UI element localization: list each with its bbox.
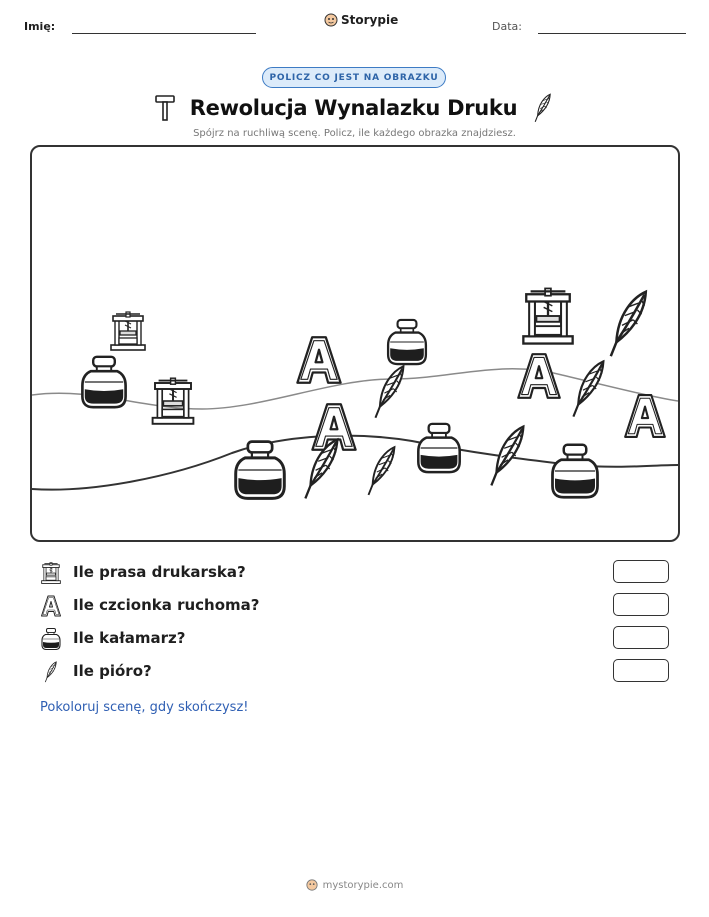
scene-item-quill <box>611 292 646 356</box>
question-row <box>40 626 670 652</box>
name-label: Imię: <box>24 20 56 33</box>
date-label: Data: <box>492 20 522 33</box>
scene-item-movable-type <box>297 337 340 382</box>
site-url[interactable]: mystorypie.com <box>322 879 404 891</box>
movable-type-icon <box>40 595 62 617</box>
scene-item-inkwell <box>82 357 125 407</box>
scene-item-quill <box>375 366 403 418</box>
scene-item-quill <box>368 447 394 495</box>
question-text: Ile pióro? <box>73 662 152 680</box>
scene-item-movable-type <box>625 395 665 437</box>
inkwell-icon <box>40 628 62 650</box>
question-row <box>40 593 670 619</box>
activity-badge: POLICZ CO JEST NA OBRAZKU <box>262 67 446 88</box>
title-row <box>0 90 709 126</box>
counting-scene <box>30 145 680 542</box>
date-line[interactable] <box>538 33 686 34</box>
question-row <box>40 560 670 586</box>
brand-name: Storypie <box>341 13 399 27</box>
footer <box>0 879 709 891</box>
scene-item-movable-type <box>518 354 559 398</box>
scene-item-quill <box>573 361 603 416</box>
question-text: Ile kałamarz? <box>73 629 186 647</box>
scene-item-printing-press <box>111 312 145 350</box>
printing-press-icon <box>40 562 62 584</box>
question-row <box>40 659 670 685</box>
answer-box[interactable] <box>613 593 669 616</box>
scene-item-printing-press <box>523 288 572 343</box>
instructions: Spójrz na ruchliwą scenę. Policz, ile każdego obrazka znajdziesz. <box>193 128 516 139</box>
hammer-icon <box>154 94 176 122</box>
question-text: Ile czcionka ruchoma? <box>73 596 260 614</box>
quill-icon <box>40 661 62 683</box>
brand-logo <box>324 13 398 27</box>
scene-item-inkwell <box>553 445 598 498</box>
name-line[interactable] <box>72 33 256 34</box>
question-text: Ile prasa drukarska? <box>73 563 246 581</box>
scene-item-inkwell <box>418 424 459 472</box>
storypie-mascot-icon <box>306 879 318 891</box>
page-title: Rewolucja Wynalazku Druku <box>189 96 518 120</box>
answer-box[interactable] <box>613 626 669 649</box>
coloring-note: Pokoloruj scenę, gdy skończysz! <box>40 700 249 715</box>
answer-box[interactable] <box>613 659 669 682</box>
answer-box[interactable] <box>613 560 669 583</box>
storypie-mascot-icon <box>324 13 338 27</box>
scene-item-printing-press <box>153 378 194 424</box>
scene-item-inkwell <box>388 320 426 364</box>
quill-decor-icon <box>531 93 555 123</box>
